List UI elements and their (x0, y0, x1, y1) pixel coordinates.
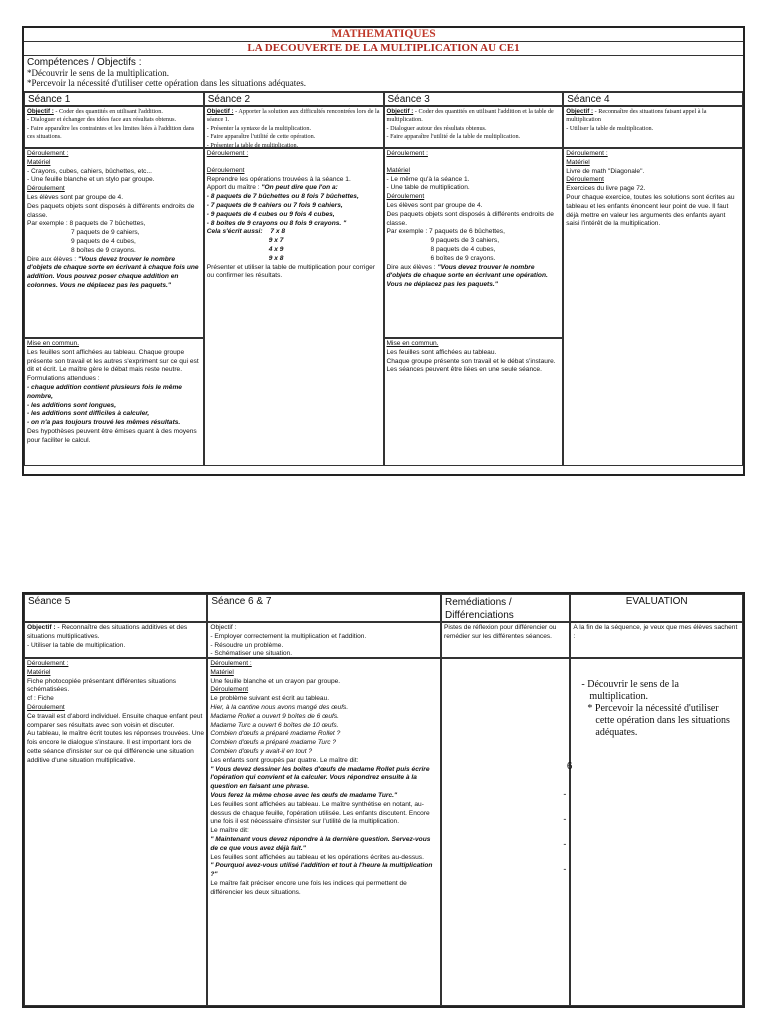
deroulement-text: Les feuilles sont affichées au tableau et les opérations écrites au-dessus. (210, 853, 424, 861)
exemple-text: Par exemple : 7 paquets de 6 bûchettes, (386, 228, 505, 236)
deroulement-text: Les enfants sont groupés par quatre. Le maître dit: (210, 756, 359, 764)
materiel-text: - Crayons, cubes, cahiers, bûchettes, etc... - Une feuille blanche et un stylo par groupe. (27, 167, 155, 184)
header-seance-3: Séance 3 (384, 92, 564, 106)
evaluation-item-2: * Percevoir la nécessité d'utiliser cette opération dans les situations adéquates. (587, 703, 730, 738)
deroulement-row (24, 148, 743, 466)
document-title: MATHEMATIQUES (24, 28, 743, 42)
header-seance-4: Séance 4 (563, 92, 743, 106)
deroulement-seance-1 (24, 148, 204, 338)
probleme-line: Madame Rollet a ouvert 9 boîtes de 6 œufs. (210, 712, 339, 720)
apport-label: Apport du maître : (206, 184, 260, 192)
materiel-text: Livre de math "Diagonale". (566, 167, 645, 175)
formulations-label: Formulations attendues : (27, 375, 100, 383)
probleme-line: Hier, à la cantine nous avons mangé des œufs. (210, 703, 349, 711)
cela-label: Cela s'écrit aussi: (206, 228, 263, 236)
evaluation-intro: A la fin de la séquence, je veux que mes élèves sachent : (570, 622, 743, 658)
exemple-text: Par exemple : 8 paquets de 7 bûchettes, (27, 220, 146, 228)
materiel-text: Une feuille blanche et un crayon par groupe. (210, 677, 341, 685)
deroulement-sublabel: Déroulement (27, 703, 65, 711)
deroulement-label: Déroulement : (386, 150, 428, 157)
table-usage-text: Présenter et utiliser la table de multiplication pour corriger ou confirmer les résultats. (206, 263, 375, 280)
materiel-label: Matériel (566, 158, 590, 166)
objectif-seance-6-7 (207, 622, 441, 658)
remediations-text: Pistes de réflexion pour différencier ou remédier sur les différentes séances. (441, 622, 570, 658)
deroulement-text: Reprendre les opérations trouvées à la séance 1. (206, 175, 351, 183)
deroulement-text: Les élèves sont par groupe de 4. Des paquets objets sont disposés à différents endroits de classe. (386, 201, 554, 227)
deroulement-text: Les feuilles sont affichées au tableau. Le maître synthétise en notant, au-dessus de chaque feuille, l'opération utilisée. Les enfants discutent. Encore une fois il est nécessaire d'insister sur l'utilité de la multiplication. (210, 800, 430, 826)
deroulement-label: Déroulement : (27, 150, 69, 157)
deroulement-seance-5 (24, 658, 207, 1006)
deroulement-sublabel: Déroulement (206, 166, 245, 174)
objectif-seance-1 (24, 106, 204, 148)
stray-number: 6 (566, 761, 573, 772)
deroulement-text: Le maître fait préciser encore une fois les indices qui permettent de différencier les deux situations. (210, 879, 407, 896)
table-seances-1-4 (22, 26, 745, 476)
formulation-item: - les additions sont difficiles à calculer, (27, 410, 150, 418)
consigne-quote: " Maintenant vous devez répondre à la dernière question. Servez-vous de ce que vous avez déjà fait." (210, 835, 431, 852)
exemple-item: 9 paquets de 4 cubes, (71, 237, 136, 245)
deroulement-text: Ce travail est d'abord individuel. Ensuite chaque enfant peut comparer ses résultats avec son voisin et discuter. Au tableau, le maître écrit toutes les réponses trouvées. Une fois encore le dialogue s'instaure. Il est important lors de cette séance d'insister sur ce qui différencie une situation additive d'une situation multiplicative. (27, 712, 205, 764)
dire-label: Dire aux élèves : (27, 255, 77, 263)
consigne-quote: " Vous devez dessiner les boîtes d'œufs de madame Rollet puis écrire l'opération qui convient et la calculer. Vous répondrez ensuite à la question en faisant une phrase. Vous ferez la même chose avec les œufs de madame Turc." (210, 765, 430, 799)
remediations-body (441, 658, 573, 1006)
materiel-label: Matériel (210, 668, 234, 676)
deroulement-text: Les élèves sont par groupe de 4. Des paquets objets sont disposés à différents endroits de classe. (27, 193, 195, 219)
competence-2: *Percevoir la nécessité d'utiliser cette opération dans les situations adéquates. (27, 78, 307, 88)
deroulement-sublabel: Déroulement (27, 185, 65, 193)
header-remediations: Remédiations / Différenciations (441, 594, 570, 622)
deroulement-sublabel: Déroulement (566, 176, 604, 184)
objectif-label: Objectif : (210, 624, 237, 631)
evaluation-item-1: - Découvrir le sens de la multiplication. (581, 679, 679, 702)
objectif-seance-2 (204, 106, 384, 148)
deroulement-label: Déroulement : (210, 660, 252, 667)
materiel-label: Matériel (27, 668, 51, 676)
formulation-item: - chaque addition contient plusieurs fois le même nombre, (27, 383, 182, 400)
probleme-line: Combien d'œufs y avait-il en tout ? (210, 747, 313, 755)
objectif-seance-4 (563, 106, 743, 148)
deroulement-text: Le problème suivant est écrit au tableau. (210, 695, 330, 703)
objectif-seance-5 (24, 622, 207, 658)
apport-item: - 7 paquets de 9 cahiers ou 7 fois 9 cahiers, (206, 201, 343, 209)
apport-quote: "On peut dire que l'on a: (261, 184, 338, 192)
deroulement-text: Exercices du livre page 72. Pour chaque exercice, toutes les solutions sont écrites au tableau et les enfants énoncent leur point de vue. Il faut déjà mettre en valeur les arguments des enfants ayant saisi l'intérêt de la multiplication. (566, 185, 735, 228)
objectif-label: Objectif : (27, 624, 56, 631)
exemple-item: 6 boîtes de 9 crayons. (430, 254, 496, 262)
probleme-line: Combien d'œufs a préparé madame Turc ? (210, 739, 337, 747)
consigne-quote: " Pourquoi avez-vous utilisé l'addition et tout à l'heure la multiplication ?" (210, 862, 433, 879)
deroulement-seance-4 (563, 148, 743, 466)
dash-mark: - (563, 839, 567, 849)
materiel-label: Matériel (386, 166, 410, 174)
apport-item: - 8 boîtes de 9 crayons ou 8 fois 9 crayons. " (206, 219, 347, 227)
seance-header-row-2 (24, 594, 743, 622)
formulation-item: - les additions sont longues, (27, 401, 117, 409)
objectif-seance-3 (384, 106, 564, 148)
multiplication-item: 9 x 8 (268, 254, 284, 262)
seance-1-column (24, 148, 204, 466)
consigne-quote: "Vous devez trouver le nombre d'objets de chaque sorte en écrivant une opération. Vous ne déplacez pas les paquets." (386, 263, 548, 289)
objectif-text: - Reconnaître des situations additives et des situations multiplicatives. - Utiliser la table de multiplication. (27, 624, 188, 649)
hypotheses-text: Des hypothèses peuvent être émises quant à des moyens pour faciliter le calcul. (27, 427, 197, 444)
objectif-label: Objectif : (27, 108, 54, 115)
dire-label: Dire aux élèves : (386, 263, 436, 271)
objectif-text: - Coder des quantités en utilisant l'addition. - Dialoguer et échanger des idées face aux résultats obtenus. - Faire apparaître les contraintes et les limites liées à l'addition dans ces situations. (27, 108, 195, 141)
deroulement-label: Déroulement : (27, 660, 69, 667)
multiplication-item: 4 x 9 (268, 245, 284, 253)
deroulement-sublabel: Déroulement (386, 193, 425, 201)
deroulement-seance-3 (384, 148, 564, 338)
materiel-text: - Le même qu'à la séance 1. - Une table de multiplication. (386, 175, 470, 192)
mise-en-commun-text: Les feuilles sont affichées au tableau. Chaque groupe présente son travail et les autres s'expriment sur ce qui est dit et écrit. Le maître gère le débat mais reste neutre. (27, 348, 199, 374)
seance-3-column (384, 148, 564, 466)
multiplication-item: 7 x 8 (270, 228, 286, 236)
exemple-item: 8 boîtes de 9 crayons. (71, 246, 136, 254)
objectif-label: Objectif : (206, 108, 234, 115)
deroulement-sublabel: Déroulement (210, 686, 249, 694)
consigne-quote: "Vous devez trouver le nombre d'objets de chaque sorte en écrivant à chaque fois une addition. Vous pouvez poser chaque addition en colonnes. Vous ne déplacez pas les paquets." (27, 255, 199, 289)
competences-block (24, 56, 743, 92)
header-seance-6-7: Séance 6 & 7 (207, 594, 441, 622)
objectif-text: - Coder des quantités en utilisant l'addition et la table de multiplication. - Dialoguer autour des résultats obtenus. - Faire apparaître l'utilité de la table de multiplication. (386, 108, 554, 141)
mise-en-commun-label: Mise en commun. (386, 340, 439, 347)
exemple-item: 9 paquets de 3 cahiers, (430, 237, 500, 245)
objectif-text: - Apporter la solution aux difficultés rencontrées lors de la séance 1. - Présenter la syntaxe de la multiplication. - Faire apparaître l'utilité de cette opération. - Présenter la table de multiplication. (206, 108, 380, 149)
apport-item: - 9 paquets de 4 cubes ou 9 fois 4 cubes, (206, 210, 335, 218)
mise-en-commun-seance-1 (24, 338, 204, 466)
evaluation-body (570, 658, 743, 1006)
objectif-label: Objectif : (566, 108, 594, 115)
dash-mark: - (563, 789, 567, 799)
probleme-line: Combien d'œufs a préparé madame Rollet ? (210, 730, 341, 738)
competence-1: *Découvrir le sens de la multiplication. (27, 68, 169, 78)
objectif-row (24, 106, 743, 148)
deroulement-seance-2 (204, 148, 384, 466)
formulation-item: - on n'a pas toujours trouvé les mêmes résultats. (27, 419, 181, 427)
document-subtitle: LA DECOUVERTE DE LA MULTIPLICATION AU CE1 (24, 42, 743, 56)
objectif-text: - Reconnaître des situations faisant appel à la multiplication - Utiliser la table de multiplication. (566, 108, 707, 132)
dash-mark: - (563, 814, 567, 824)
apport-item: - 8 paquets de 7 bûchettes ou 8 fois 7 bûchettes, (206, 193, 359, 201)
deroulement-text: Le maître dit: (210, 827, 249, 835)
competences-label: Compétences / Objectifs : (27, 57, 142, 68)
deroulement-label: Déroulement : (206, 150, 249, 157)
mise-en-commun-text: Les feuilles sont affichées au tableau. Chaque groupe présente son travail et le débat s'instaure. Les séances peuvent être liées en une seule séance. (386, 348, 556, 374)
header-seance-2: Séance 2 (204, 92, 384, 106)
deroulement-row-2 (24, 658, 743, 1006)
deroulement-seance-6-7 (207, 658, 441, 1006)
mise-en-commun-label: Mise en commun. (27, 340, 80, 347)
deroulement-label: Déroulement : (566, 150, 608, 157)
multiplication-item: 9 x 7 (268, 237, 284, 245)
header-seance-5: Séance 5 (24, 594, 207, 622)
objectif-row-2 (24, 622, 743, 658)
probleme-line: Madame Turc a ouvert 6 boîtes de 10 œufs. (210, 721, 339, 729)
dash-mark: - (563, 864, 567, 874)
exemple-item: 8 paquets de 4 cubes, (430, 245, 496, 253)
table-seances-5-evaluation (22, 592, 745, 1008)
objectif-text: - Employer correctement la multiplication et l'addition. - Résoudre un problème. - Schématiser une situation. (210, 632, 367, 658)
header-seance-1: Séance 1 (24, 92, 204, 106)
objectif-label: Objectif : (386, 108, 414, 115)
exemple-item: 7 paquets de 9 cahiers, (71, 229, 140, 237)
materiel-label: Matériel (27, 158, 51, 166)
seance-header-row (24, 92, 743, 106)
materiel-text: Fiche photocopiée présentant différentes situations schématisées. cf : Fiche (27, 677, 177, 703)
mise-en-commun-seance-3 (384, 338, 564, 466)
header-evaluation: EVALUATION (570, 594, 743, 622)
